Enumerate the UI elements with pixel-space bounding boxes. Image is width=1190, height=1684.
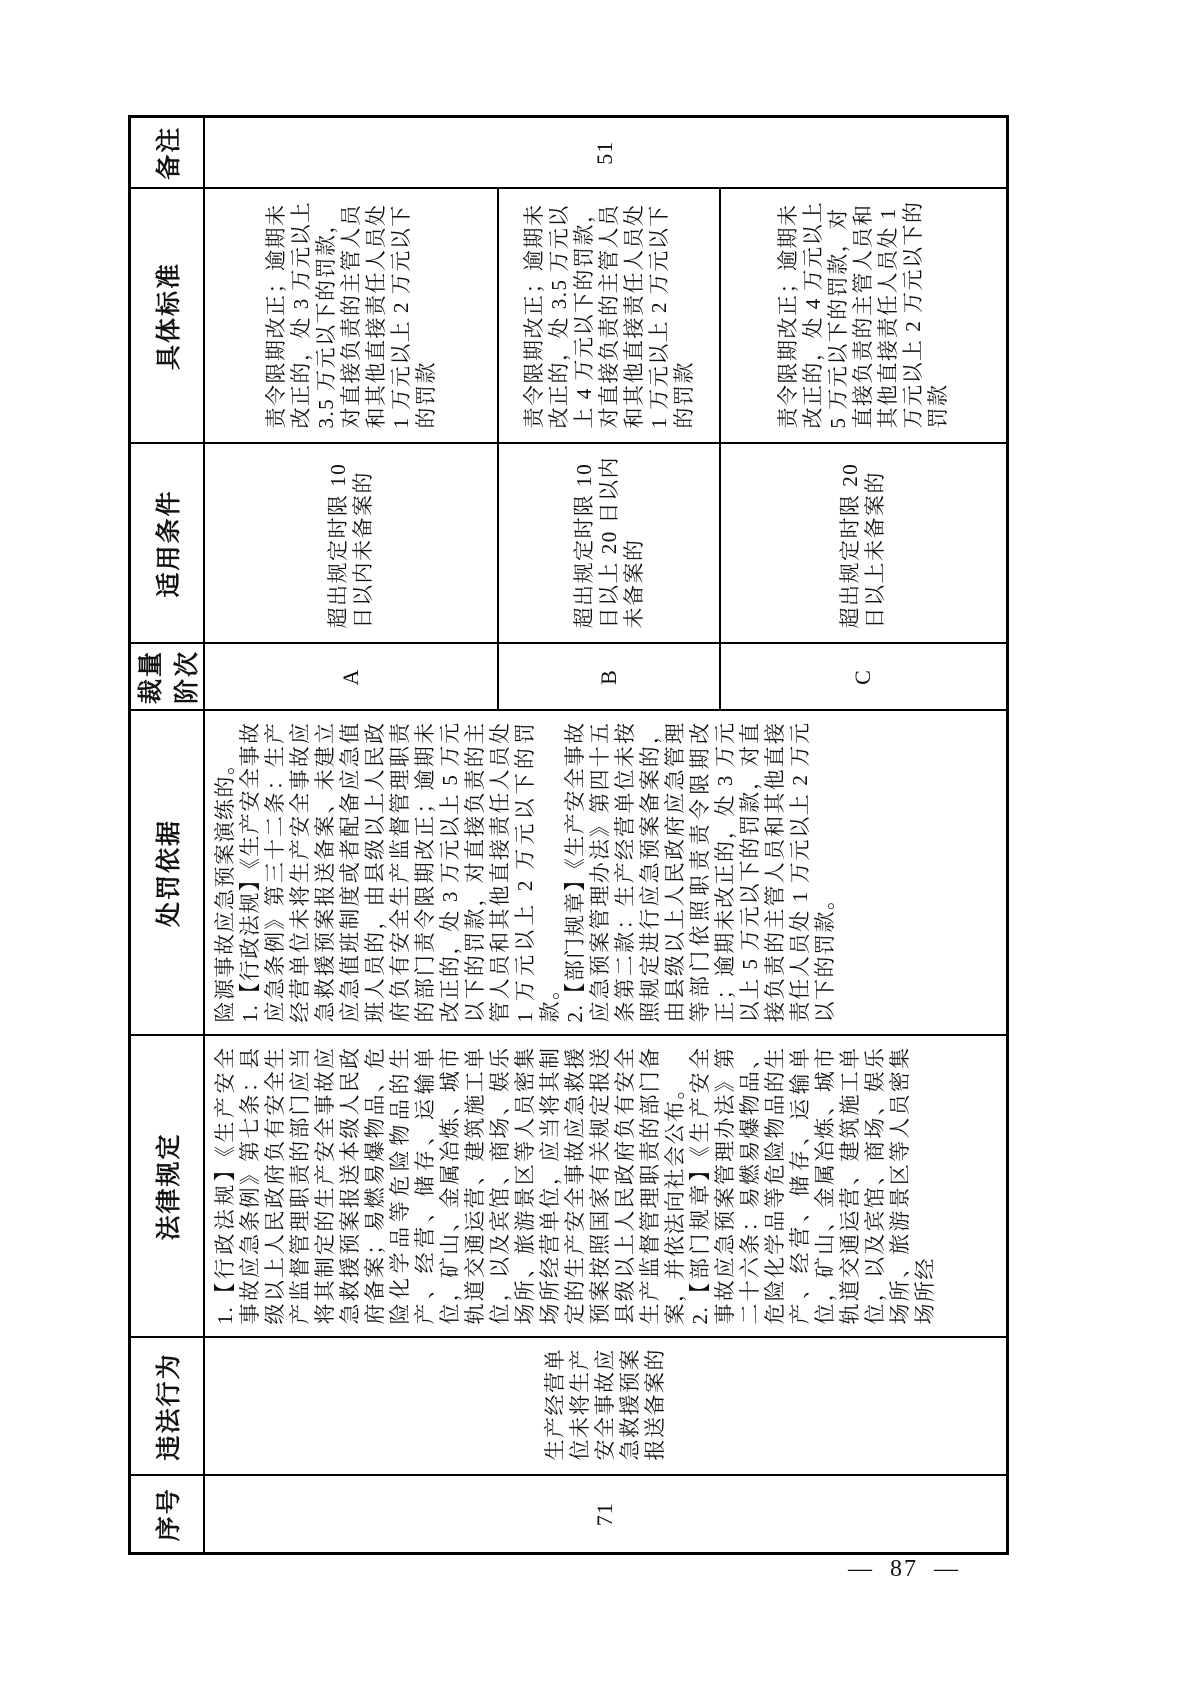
- cell-condition-c: 超出规定时限 20 日以上未备案的: [720, 444, 1007, 644]
- penalty-basis-continuation: 险源事故应急预案演练的。: [213, 752, 237, 1023]
- header-applicable-condition: 适用条件: [130, 444, 205, 644]
- header-serial-number: 序号: [130, 1476, 205, 1554]
- header-illegal-act: 违法行为: [130, 1338, 205, 1476]
- cell-serial-number: 71: [204, 1476, 1007, 1554]
- header-row: [130, 117, 205, 1554]
- legal-provision-paragraph-2: 2.【部门规章】《生产安全事故应急预案管理办法》第二十六条：易燃易爆物品、危险化学品等危险物品的生产、经营、储存、运输单位，矿山、金属冶炼、城市轨道交通运营、建筑施工单位，以及宾馆、商场、娱乐场所、旅游景区等人员密集场所经: [688, 1046, 937, 1325]
- header-discretion-level: 裁量阶次: [130, 644, 205, 711]
- rotated-table-container: [128, 118, 993, 1555]
- penalty-basis-paragraph-1: 1.【行政法规】《生产安全事故应急条例》第三十二条：生产经营单位未将生产安全事故应急救援预案报送备案、未建立应急值班制度或者配备应急值班人员的，由县级以上人民政府负有安全生产监督管理职责的部门责令限期改正；逾期未改正的，处 3 万元以上 5 万元以下的罚款，对直接负责的主管人员和其他直接责任人员处 1 万元以上 2 万元以下的罚款。: [238, 721, 562, 1023]
- penalty-discretion-table: [128, 115, 1009, 1555]
- cell-level-c: C: [720, 644, 1007, 711]
- cell-standard-c: 责令限期改正；逾期未改正的，处 4 万元以上 5 万元以下的罚款，对直接负责的主管人员和其他直接责任人员处 1 万元以上 2 万元以下的罚款: [720, 189, 1007, 444]
- cell-level-b: B: [498, 644, 720, 711]
- penalty-basis-paragraph-2: 2.【部门规章】《生产安全事故应急预案管理办法》第四十五条第二款：生产经营单位未按照规定进行应急预案备案的，由县级以上人民政府应急管理等部门依照职责责令限期改正；逾期未改正的，处 3 万元以上 5 万元以下的罚款，对直接负责的主管人员和其他直接责任人员处 1 万元以上 2 万元以下的罚款。: [563, 721, 837, 1023]
- cell-condition-b: 超出规定时限 10 日以上 20 日以内未备案的: [498, 444, 720, 644]
- header-specific-standard: 具体标准: [130, 189, 205, 444]
- cell-standard-b: 责令限期改正；逾期未改正的，处 3.5 万元以上 4 万元以下的罚款，对直接负责的主管人员和其他直接责任人员处 1 万元以上 2 万元以下的罚款: [498, 189, 720, 444]
- cell-standard-a: 责令限期改正；逾期未改正的，处 3 万元以上 3.5 万元以下的罚款，对直接负责的主管人员和其他直接责任人员处 1 万元以上 2 万元以下的罚款: [204, 189, 498, 444]
- cell-remark: 51: [204, 117, 1007, 189]
- cell-level-a: A: [204, 644, 498, 711]
- sub-row-a: [204, 117, 498, 1554]
- legal-provision-paragraph-1: 1.【行政法规】《生产安全事故应急条例》第七条：县级以上人民政府负有安全生产监督管理职责的部门应当将其制定的生产安全事故应急救援预案报送本级人民政府备案；易燃易爆物品、危险化学品等危险物品的生产、经营、储存、运输单位，矿山、金属冶炼、城市轨道交通运营、建筑施工单位，以及宾馆、商场、娱乐场所、旅游景区等人员密集场所经营单位，应当将其制定的生产安全事故应急救援预案按照国家有关规定报送县级以上人民政府负有安全生产监督管理职责的部门备案，并依法向社会公布。: [213, 1046, 687, 1325]
- cell-condition-a: 超出规定时限 10 日以内未备案的: [204, 444, 498, 644]
- header-legal-provision: 法律规定: [130, 1036, 205, 1338]
- header-remarks: 备注: [130, 117, 205, 189]
- header-penalty-basis: 处罚依据: [130, 711, 205, 1036]
- cell-illegal-act: 生产经营单位未将生产安全事故应急救援预案报送备案的: [204, 1338, 1007, 1476]
- cell-penalty-basis: [204, 711, 1007, 1036]
- page-number: — 87 —: [848, 1556, 960, 1582]
- cell-legal-provision: [204, 1036, 1007, 1338]
